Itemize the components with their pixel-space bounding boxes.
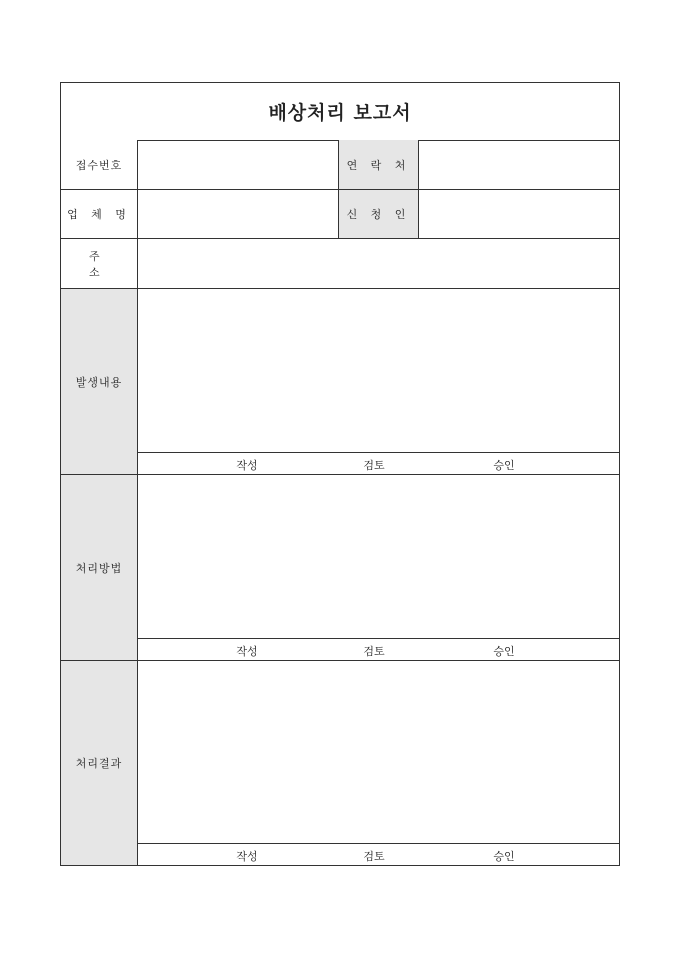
row-company-applicant bbox=[61, 190, 619, 239]
company-field[interactable] bbox=[138, 190, 338, 238]
occurrence-content-area[interactable] bbox=[138, 289, 619, 452]
result-content-area[interactable] bbox=[138, 661, 619, 843]
sign-review-label: 검토 bbox=[363, 459, 385, 472]
section-label: 발생내용 bbox=[61, 289, 138, 474]
section-label: 처리결과 bbox=[61, 661, 138, 865]
sign-approve-label: 승인 bbox=[493, 459, 515, 472]
sign-strip bbox=[138, 452, 619, 474]
receipt-no-label: 접수번호 bbox=[61, 140, 138, 189]
section-result bbox=[61, 661, 619, 865]
sign-approve-label: 승인 bbox=[493, 850, 515, 863]
section-method bbox=[61, 475, 619, 661]
sign-strip bbox=[138, 638, 619, 660]
sign-write-label: 작성 bbox=[236, 850, 258, 863]
contact-field[interactable] bbox=[419, 140, 619, 189]
report-form bbox=[60, 82, 620, 866]
form-title: 배상처리 보고서 bbox=[61, 83, 619, 141]
sign-approve-label: 승인 bbox=[493, 645, 515, 658]
sign-review-label: 검토 bbox=[363, 850, 385, 863]
section-occurrence bbox=[61, 289, 619, 475]
method-content-area[interactable] bbox=[138, 475, 619, 638]
sign-write-label: 작성 bbox=[236, 459, 258, 472]
sign-write-label: 작성 bbox=[236, 645, 258, 658]
row-receipt-contact bbox=[61, 140, 619, 190]
company-label: 업 체 명 bbox=[61, 190, 138, 238]
row-address bbox=[61, 239, 619, 289]
address-field[interactable] bbox=[138, 239, 619, 288]
contact-label: 연 락 처 bbox=[338, 140, 419, 189]
sign-review-label: 검토 bbox=[363, 645, 385, 658]
address-label: 주 소 bbox=[61, 239, 138, 288]
applicant-field[interactable] bbox=[419, 190, 619, 238]
applicant-label: 신 청 인 bbox=[338, 190, 419, 238]
sign-strip bbox=[138, 843, 619, 865]
receipt-no-field[interactable] bbox=[138, 140, 338, 189]
section-label: 처리방법 bbox=[61, 475, 138, 660]
